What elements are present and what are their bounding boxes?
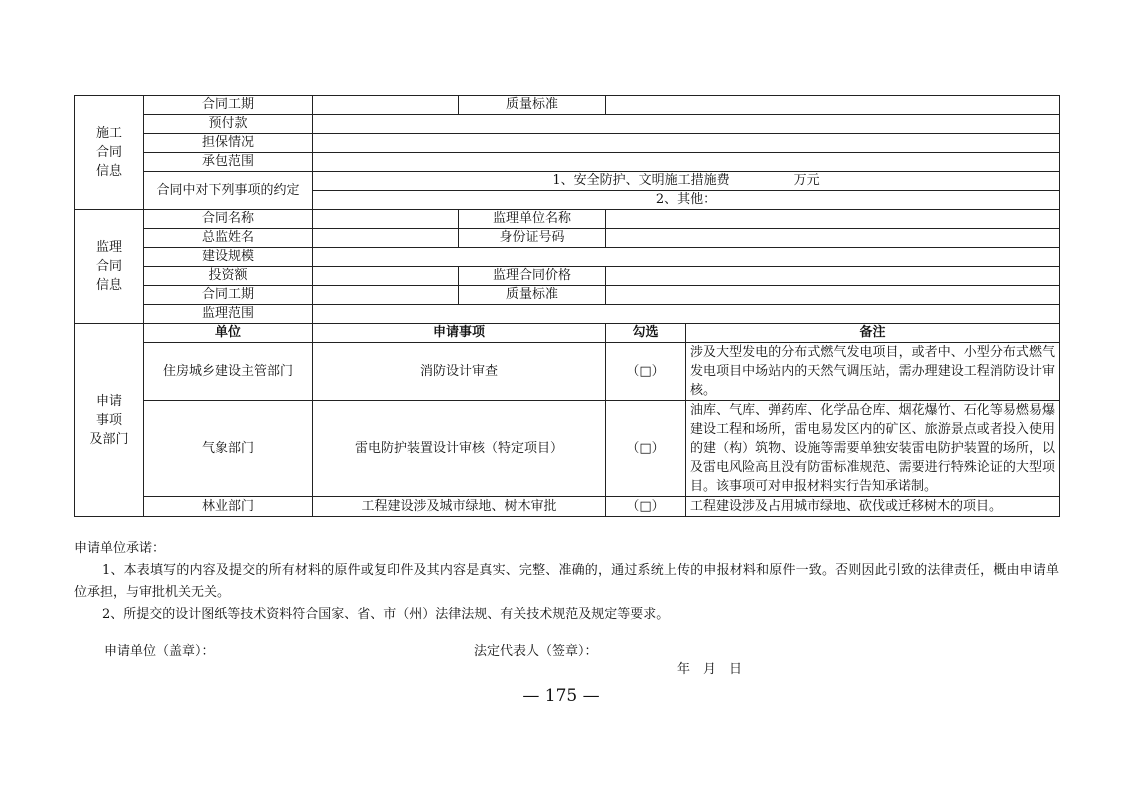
agreement-label: 合同中对下列事项的约定 xyxy=(144,172,313,210)
safety-fee-unit: 万元 xyxy=(793,173,820,188)
contract-scope-label: 承包范围 xyxy=(144,153,313,172)
promise-item-1: 1、本表填写的内容及提交的所有材料的原件或复印件及其内容是真实、完整、准确的，通过系统上传的申报材料和原件一致。否则因此引致的法律责任，概由申请单位承担，与审批机关无关。 xyxy=(74,563,1059,600)
safety-fee-field[interactable] xyxy=(313,172,1060,191)
supervision-contract-name-label: 合同名称 xyxy=(144,210,313,229)
application-checkbox[interactable]: （□） xyxy=(606,497,686,517)
contract-period-label: 合同工期 xyxy=(144,96,313,115)
construction-scale-label: 建设规模 xyxy=(144,248,313,267)
supervision-contract-name-value[interactable] xyxy=(313,210,459,229)
advance-payment-label: 预付款 xyxy=(144,115,313,134)
applicant-promise xyxy=(74,538,1059,626)
quality-standard-value[interactable] xyxy=(606,96,1060,115)
quality-standard-label: 质量标准 xyxy=(459,96,606,115)
application-item: 消防设计审查 xyxy=(313,343,606,401)
other-agreement-field[interactable]: 2、其他： xyxy=(313,191,1060,210)
header-item: 申请事项 xyxy=(313,324,606,343)
supervision-contract-section-label: 监理 合同 信息 xyxy=(75,210,144,324)
page-number: — 175 — xyxy=(522,686,600,706)
contract-scope-value[interactable] xyxy=(313,153,1060,172)
chief-supervisor-label: 总监姓名 xyxy=(144,229,313,248)
supervision-quality-value[interactable] xyxy=(606,286,1060,305)
application-checkbox[interactable]: （□） xyxy=(606,401,686,497)
advance-payment-value[interactable] xyxy=(313,115,1060,134)
investment-label: 投资额 xyxy=(144,267,313,286)
header-note: 备注 xyxy=(686,324,1060,343)
application-note: 油库、气库、弹药库、化学品仓库、烟花爆竹、石化等易燃易爆建设工程和场所，雷电易发区内的矿区、旅游景点或者投入使用的建（构）筑物、设施等需要单独安装雷电防护装置的场所，以及雷电风险高且没有防雷标准规范、需要进行特殊论证的大型项目。该事项可对申报材料实行告知承诺制。 xyxy=(686,401,1060,497)
supervision-price-label: 监理合同价格 xyxy=(459,267,606,286)
supervision-quality-label: 质量标准 xyxy=(459,286,606,305)
application-unit: 林业部门 xyxy=(144,497,313,517)
application-unit: 住房城乡建设主管部门 xyxy=(144,343,313,401)
construction-scale-value[interactable] xyxy=(313,248,1060,267)
supervision-price-value[interactable] xyxy=(606,267,1060,286)
guarantee-value[interactable] xyxy=(313,134,1060,153)
contract-period-value[interactable] xyxy=(313,96,459,115)
header-check: 勾选 xyxy=(606,324,686,343)
application-item: 工程建设涉及城市绿地、树木审批 xyxy=(313,497,606,517)
legal-representative-label: 法定代表人（签章）： xyxy=(474,644,598,659)
supervision-scope-label: 监理范围 xyxy=(144,305,313,324)
date-label: 年 月 日 xyxy=(677,662,743,677)
application-item: 雷电防护装置设计审核（特定项目） xyxy=(313,401,606,497)
safety-fee-text: 1、安全防护、文明施工措施费 xyxy=(552,173,730,188)
supervision-period-label: 合同工期 xyxy=(144,286,313,305)
application-note: 工程建设涉及占用城市绿地、砍伐或迁移树木的项目。 xyxy=(686,497,1060,517)
application-note: 涉及大型发电的分布式燃气发电项目，或者中、小型分布式燃气发电项目中场站内的天然气调压站，需办理建设工程消防设计审核。 xyxy=(686,343,1060,401)
application-form-table xyxy=(74,95,1060,517)
supervision-unit-label: 监理单位名称 xyxy=(459,210,606,229)
supervision-scope-value[interactable] xyxy=(313,305,1060,324)
guarantee-label: 担保情况 xyxy=(144,134,313,153)
applicant-seal-label: 申请单位（盖章）： xyxy=(104,644,215,659)
application-checkbox[interactable]: （□） xyxy=(606,343,686,401)
supervision-unit-value[interactable] xyxy=(606,210,1060,229)
header-unit: 单位 xyxy=(144,324,313,343)
chief-supervisor-value[interactable] xyxy=(313,229,459,248)
investment-value[interactable] xyxy=(313,267,459,286)
construction-contract-section-label: 施工 合同 信息 xyxy=(75,96,144,210)
id-number-value[interactable] xyxy=(606,229,1060,248)
promise-title: 申请单位承诺： xyxy=(74,541,166,556)
id-number-label: 身份证号码 xyxy=(459,229,606,248)
supervision-period-value[interactable] xyxy=(313,286,459,305)
application-unit: 气象部门 xyxy=(144,401,313,497)
application-section-label: 申请 事项 及部门 xyxy=(75,324,144,517)
promise-item-2: 2、所提交的设计图纸等技术资料符合国家、省、市（州）法律法规、有关技术规范及规定等要求。 xyxy=(102,607,670,622)
